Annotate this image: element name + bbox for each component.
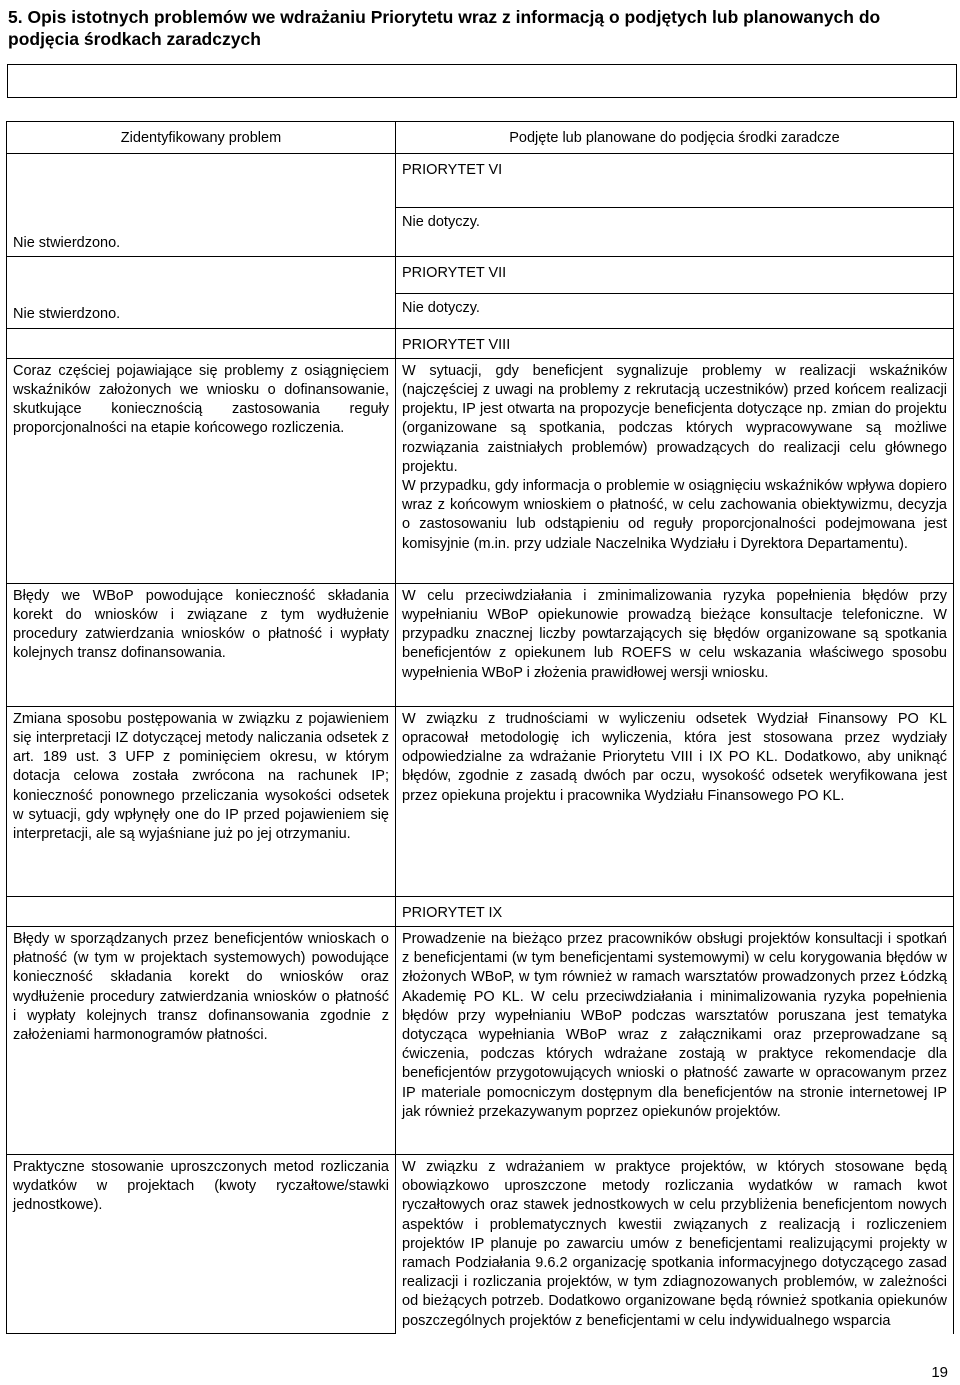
priority-vii-measure: Nie dotyczy. (396, 294, 954, 328)
measure-cell: W związku z wdrażaniem w praktyce projektów, w których stosowane będą obowiązkowo uproszczone metody rozliczania wydatków w ramach kwot ryczałtowych oraz stawek jednostkowych w celu przybliżenia beneficjentom nowych aspektów i problematycznych kwestii związanych z realizacją i rozliczeniem projektów IP planuje po zawarciu umów z beneficjentami realizującymi projekty w ramach Podziałania 9.6.2 organizację spotkania informacyjnego dotyczącego zasad realizacji i rozliczania projektów, w tym zdiagnozowanych problemów, w zależności od bieżących potrzeb. Dodatkowo organizowane będą również spotkania opiekunów poszczególnych projektów z beneficjentami w celu indywidualnego wsparcia (396, 1155, 954, 1334)
page-number: 19 (931, 1364, 948, 1381)
problem-cell: Praktyczne stosowanie uproszczonych metod rozliczania wydatków w projektach (kwoty ryczałtowe/stawki jednostkowe). (7, 1155, 396, 1334)
measure-cell: Prowadzenie na bieżąco przez pracowników obsługi projektów konsultacji i spotkań z beneficjentami (w tym beneficjentami systemowymi) w celu korygowania błędów w złożonych WBoP, w tym również w ramach warsztatów prowadzonych przez Łódzką Akademię PO KL. W celu przeciwdziałania i minimalizowania ryzyka popełnienia błędów przy wypełnianiu WBoP podczas warsztatów poruszana jest tematyka dotycząca wypełniania WBoP wraz z załącznikami oraz przeprowadzane są ćwiczenia, podczas których wdrażane zostają w praktyce rekomendacje dla beneficjentów przygotowujących wnioski o płatność zawarte w opracowanym przez IP materiale pomocniczym dostępnym dla beneficjentów na stronie internetowej IP jak również przekazywanym poprzez opiekunów projektów. (396, 927, 954, 1155)
priority-vii-row (7, 257, 954, 294)
priority-viii-label: PRIORYTET VIII (396, 328, 954, 358)
priority-viii-label-row (7, 328, 954, 358)
problem-cell: Zmiana sposobu postępowania w związku z pojawieniem się interpretacji IZ dotyczącej metody naliczania odsetek z art. 189 ust. 3 UFP z pominięciem okresu, w którym dotacja celowa została zwrócona na rachunek IP; konieczność ponownego przeliczania wysokości odsetek w sytuacji, gdy wpłynęły one do IP przed pojawieniem się interpretacji, ale są wyjaśniane już po jej otrzymaniu. (7, 706, 396, 896)
measure-cell: W związku z trudnościami w wyliczeniu odsetek Wydział Finansowy PO KL opracował metodologię ich wyliczenia, która jest stosowana przez wydziały odpowiedzialne za wdrażanie Priorytetu VIII i IX PO KL. Dodatkowo, aby uniknąć błędów, zgodnie z zasadą dwóch par oczu, wysokość odsetek weryfikowana jest przez opiekuna projektu i pracownika Wydziału Finansowego PO KL. (396, 706, 954, 896)
problem-cell: Błędy we WBoP powodujące konieczność składania korekt do wniosków i związane z tym wydłużenie procedury zatwierdzania wniosków o płatność i wypłaty kolejnych transz dofinansowania. (7, 583, 396, 706)
priority-vi-row (7, 154, 954, 207)
measure-cell: W celu przeciwdziałania i zminimalizowania ryzyka popełnienia błędów przy wypełnianiu WBoP opiekunowie prowadzą bieżące konsultacje telefoniczne. W przypadku znacznej liczby powtarzających się błędów organizowane są spotkania beneficjentów z opiekunem lub ROEFS w celu wskazania właściwego sposobu wypełnienia WBoP i złożenia prawidłowej wersji wniosku. (396, 583, 954, 706)
empty-field-box (7, 64, 957, 98)
priority-ix-problem-spacer (7, 896, 396, 926)
section-heading: 5. Opis istotnych problemów we wdrażaniu Priorytetu wraz z informacją o podjętych lub planowanych do podjęcia środkach zaradczych (8, 7, 881, 49)
table-row (7, 706, 954, 896)
table-row (7, 583, 954, 706)
priority-vi-measure: Nie dotyczy. (396, 207, 954, 257)
header-problem: Zidentyfikowany problem (7, 122, 396, 154)
problem-cell: Błędy w sporządzanych przez beneficjentów wnioskach o płatność (w tym w projektach systemowych) powodujące konieczność składania korekt do wniosków oraz wydłużenie procedury zatwierdzania wniosków o płatność i wypłaty kolejnych transz dofinansowania zgodnie z założeniami harmonogramów płatności. (7, 927, 396, 1155)
priority-vi-label: PRIORYTET VI (396, 154, 954, 207)
problems-table (6, 121, 954, 359)
priority-vii-problem: Nie stwierdzono. (7, 257, 396, 328)
table-header-row (7, 122, 954, 154)
priority-viii-problems (7, 328, 396, 358)
header-measures: Podjęte lub planowane do podjęcia środki zaradcze (396, 122, 954, 154)
priority-viii-table (6, 358, 954, 1335)
problem-cell: Coraz częściej pojawiające się problemy z osiągnięciem wskaźników założonych we wniosku o dofinansowanie, skutkujące koniecznością zastosowania reguły proporcjonalności na etapie końcowego rozliczenia. (7, 358, 396, 583)
priority-vi-problem: Nie stwierdzono. (7, 154, 396, 257)
priority-ix-label: PRIORYTET IX (396, 896, 954, 926)
priority-ix-label-row (7, 896, 954, 926)
table-row (7, 358, 954, 583)
priority-vii-label: PRIORYTET VII (396, 257, 954, 294)
table-row (7, 927, 954, 1155)
table-row (7, 1155, 954, 1334)
measure-cell: W sytuacji, gdy beneficjent sygnalizuje problemy w realizacji wskaźników (najczęściej z uwagi na problemy z rekrutacją uczestników) przed końcem realizacji projektu, IP jest otwarta na propozycje beneficjenta dotyczące np. zmian do projektu (organizowane są spotkania, podczas których wypracowywane są możliwe rozwiązania zaistniałych problemów) prowadzących do realizacji celu głównego projektu. W przypadku, gdy informacja o problemie w osiągnięciu wskaźników wpływa dopiero wraz z końcowym wnioskiem o płatność, w celu zachowania obiektywizmu, decyzja o zastosowaniu lub odstąpieniu od reguły proporcjonalności podejmowana jest komisyjnie (m.in. przy udziale Naczelnika Wydziału i Dyrektora Departamentu). (396, 358, 954, 583)
